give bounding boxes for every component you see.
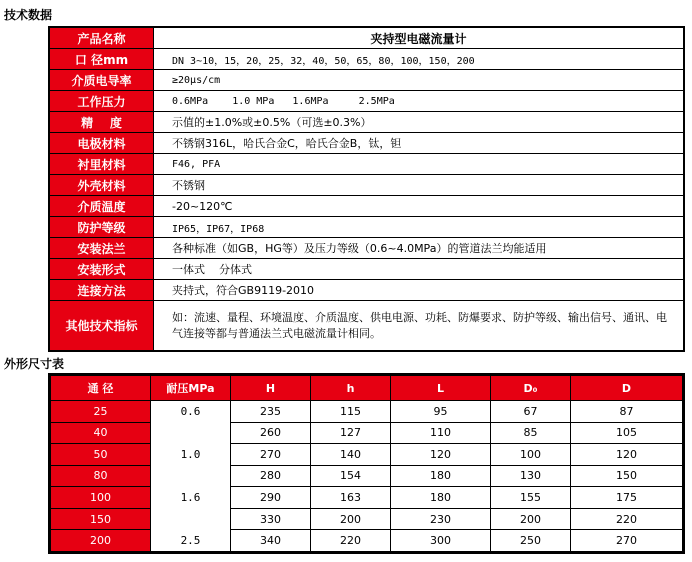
spec-label: 工作压力 — [50, 91, 154, 111]
col-header-D: D — [571, 376, 683, 401]
spec-value: 示值的±1.0%或±0.5%（可选±0.3%） — [172, 116, 372, 129]
spec-label: 介质温度 — [50, 196, 154, 216]
cell-L: 95 — [391, 401, 491, 423]
spec-value: 夹持型电磁流量计 — [370, 31, 467, 46]
col-header-H: H — [231, 376, 311, 401]
cell-H: 260 — [231, 422, 311, 444]
cell-pressure — [151, 422, 231, 444]
spec-row-pressure — [50, 91, 683, 112]
cell-L: 120 — [391, 444, 491, 466]
spec-row-conductivity — [50, 70, 683, 91]
cell-D0: 200 — [491, 508, 571, 530]
cell-dn: 50 — [51, 444, 151, 466]
cell-D: 175 — [571, 487, 683, 509]
cell-h: 200 — [311, 508, 391, 530]
cell-L: 110 — [391, 422, 491, 444]
spec-row-temperature — [50, 196, 683, 217]
spec-value: IP65，IP67，IP68 — [172, 223, 265, 235]
spec-row-accuracy — [50, 112, 683, 133]
cell-D: 105 — [571, 422, 683, 444]
spec-row-install-type — [50, 259, 683, 280]
table-row — [51, 444, 683, 466]
cell-pressure — [151, 444, 231, 466]
spec-label: 介质电导率 — [50, 70, 154, 90]
spec-label: 连接方法 — [50, 280, 154, 300]
table-row — [51, 508, 683, 530]
cell-pressure — [151, 487, 231, 509]
cell-D0: 85 — [491, 422, 571, 444]
col-header-D0: D₀ — [491, 376, 571, 401]
spec-label: 精 度 — [50, 112, 154, 132]
spec-value: -20~120℃ — [172, 199, 233, 213]
spec-row-lining — [50, 154, 683, 175]
cell-h: 115 — [311, 401, 391, 423]
spec-value: 不锈钢316L，哈氏合金C，哈氏合金B，钛，钽 — [172, 137, 402, 150]
cell-h: 163 — [311, 487, 391, 509]
col-header-L: L — [391, 376, 491, 401]
col-header-pressure: 耐压MPa — [151, 376, 231, 401]
spec-value: F46, PFA — [172, 158, 221, 170]
cell-D: 150 — [571, 465, 683, 487]
spec-value: 一体式 分体式 — [172, 263, 252, 276]
spec-label: 口 径mm — [50, 49, 154, 69]
spec-label: 外壳材料 — [50, 175, 154, 195]
spec-label: 电极材料 — [50, 133, 154, 153]
table-row — [51, 422, 683, 444]
pressure-value: 1.6 — [180, 491, 201, 505]
cell-dn: 150 — [51, 508, 151, 530]
cell-dn: 100 — [51, 487, 151, 509]
spec-value: 夹持式，符合GB9119-2010 — [172, 284, 315, 297]
cell-D0: 250 — [491, 530, 571, 552]
cell-L: 180 — [391, 487, 491, 509]
cell-L: 300 — [391, 530, 491, 552]
cell-D0: 100 — [491, 444, 571, 466]
cell-h: 220 — [311, 530, 391, 552]
spec-row-connection — [50, 280, 683, 301]
spec-table — [48, 26, 685, 352]
cell-dn: 25 — [51, 401, 151, 423]
cell-D0: 67 — [491, 401, 571, 423]
spec-value: 0.6MPa 1.0 MPa 1.6MPa 2.5MPa — [172, 95, 395, 107]
table-row — [51, 401, 683, 423]
dimensions-table — [48, 373, 685, 554]
cell-h: 127 — [311, 422, 391, 444]
spec-row-other — [50, 301, 683, 350]
cell-H: 330 — [231, 508, 311, 530]
pressure-value: 1.0 — [180, 447, 201, 461]
spec-value: 各种标准（如GB，HG等）及压力等级（0.6~4.0MPa）的管道法兰均能适用 — [172, 242, 547, 255]
pressure-value: 2.5 — [180, 533, 201, 547]
cell-D0: 155 — [491, 487, 571, 509]
spec-row-housing — [50, 175, 683, 196]
spec-label: 衬里材料 — [50, 154, 154, 174]
spec-label: 安装形式 — [50, 259, 154, 279]
cell-H: 280 — [231, 465, 311, 487]
table-row — [51, 487, 683, 509]
spec-row-electrode — [50, 133, 683, 154]
cell-dn: 200 — [51, 530, 151, 552]
cell-L: 230 — [391, 508, 491, 530]
spec-row-product-name — [50, 28, 683, 49]
spec-row-protection — [50, 217, 683, 238]
cell-pressure — [151, 401, 231, 423]
col-header-dn: 通 径 — [51, 376, 151, 401]
section-title-dimensions: 外形尺寸表 — [4, 357, 65, 371]
cell-D: 270 — [571, 530, 683, 552]
spec-row-flange — [50, 238, 683, 259]
section-title-tech-data: 技术数据 — [4, 8, 53, 22]
col-header-h: h — [311, 376, 391, 401]
spec-value: DN 3~10，15，20，25，32，40，50，65，80，100，150，200 — [172, 55, 475, 67]
spec-label: 防护等级 — [50, 217, 154, 237]
cell-H: 290 — [231, 487, 311, 509]
cell-D: 120 — [571, 444, 683, 466]
cell-D: 87 — [571, 401, 683, 423]
spec-label: 安装法兰 — [50, 238, 154, 258]
spec-label: 其他技术指标 — [50, 301, 154, 350]
table-row — [51, 465, 683, 487]
cell-h: 154 — [311, 465, 391, 487]
spec-label: 产品名称 — [50, 28, 154, 48]
spec-value: ≥20μs/cm — [172, 74, 221, 86]
pressure-value: 0.6 — [180, 405, 201, 419]
cell-H: 340 — [231, 530, 311, 552]
table-row — [51, 530, 683, 552]
cell-pressure — [151, 508, 231, 530]
dims-header-row — [51, 376, 683, 401]
cell-dn: 80 — [51, 465, 151, 487]
cell-H: 235 — [231, 401, 311, 423]
spec-value: 不锈钢 — [172, 179, 205, 192]
cell-L: 180 — [391, 465, 491, 487]
cell-h: 140 — [311, 444, 391, 466]
cell-dn: 40 — [51, 422, 151, 444]
cell-D0: 130 — [491, 465, 571, 487]
cell-pressure — [151, 465, 231, 487]
cell-H: 270 — [231, 444, 311, 466]
spec-value: 如：流速、量程、环境温度、介质温度、供电电源、功耗、防爆要求、防护等级、输出信号、通讯、电气连接等都与普通法兰式电磁流量计相同。 — [172, 310, 667, 340]
spec-row-diameter — [50, 49, 683, 70]
cell-pressure — [151, 530, 231, 552]
cell-D: 220 — [571, 508, 683, 530]
